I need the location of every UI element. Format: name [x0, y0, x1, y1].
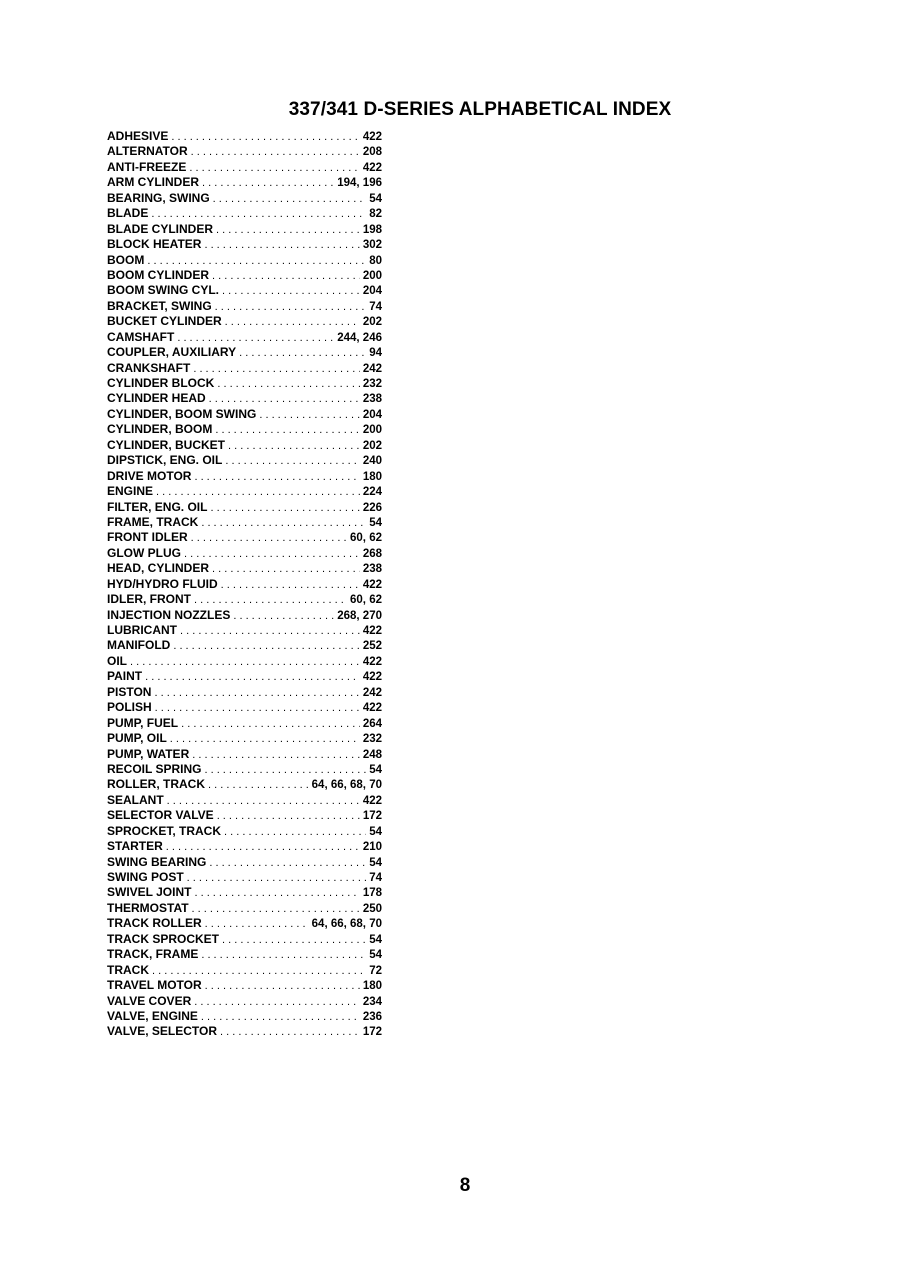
index-page-reference: 422: [362, 578, 382, 591]
index-term: TRACK, FRAME: [107, 947, 199, 962]
index-term: POLISH: [107, 700, 152, 715]
index-term: PUMP, FUEL: [107, 715, 179, 730]
index-term: BOOM CYLINDER: [107, 267, 209, 282]
index-page-reference: 422: [362, 625, 382, 637]
index-entry: [107, 577, 382, 592]
index-term: GLOW PLUG: [107, 545, 181, 560]
dot-leader: [216, 223, 360, 237]
index-page-reference: 180: [362, 980, 382, 993]
index-term: CYLINDER, BOOM SWING: [107, 406, 257, 421]
dot-leader: [191, 531, 347, 545]
alphabetical-index-list: [107, 129, 382, 1040]
index-term: BEARING, SWING: [107, 190, 210, 205]
index-page-reference: 200: [362, 269, 382, 282]
dot-leader: [152, 964, 366, 978]
index-page-reference: 74: [369, 872, 382, 884]
index-term: TRAVEL MOTOR: [107, 978, 202, 993]
page-number: 8: [459, 1175, 471, 1196]
index-term: VALVE, ENGINE: [107, 1008, 198, 1023]
index-page-reference: 244, 246: [337, 331, 382, 344]
dot-leader: [154, 686, 359, 700]
dot-leader: [151, 207, 366, 221]
index-entry: [107, 1009, 382, 1024]
dot-leader: [213, 192, 367, 206]
index-page-reference: 238: [362, 393, 382, 406]
index-entry: [107, 669, 382, 684]
index-page-reference: 238: [362, 563, 382, 576]
index-entry: [107, 299, 382, 314]
dot-leader: [180, 624, 360, 638]
dot-leader: [202, 176, 334, 190]
index-term: SWING BEARING: [107, 854, 207, 869]
index-page-reference: 54: [369, 763, 382, 776]
index-term: STARTER: [107, 839, 163, 854]
dot-leader: [166, 840, 360, 854]
index-entry: [107, 361, 382, 376]
index-page-reference: 54: [369, 933, 382, 946]
index-term: HYD/HYDRO FLUID: [107, 576, 218, 591]
index-entry: [107, 422, 382, 437]
index-entry: [107, 191, 382, 206]
dot-leader: [239, 346, 366, 360]
index-page-reference: 204: [362, 408, 382, 421]
index-page-reference: 226: [362, 501, 382, 514]
index-page-reference: 208: [362, 146, 382, 159]
index-term: ENGINE: [107, 484, 154, 499]
dot-leader: [212, 269, 360, 283]
index-term: TRACK SPROCKET: [107, 931, 220, 946]
index-entry: [107, 870, 382, 885]
index-entry: [107, 484, 382, 499]
index-term: ARM CYLINDER: [107, 175, 199, 190]
index-entry: [107, 994, 382, 1009]
index-page-reference: 172: [362, 810, 382, 823]
dot-leader: [187, 871, 367, 885]
dot-leader: [212, 562, 360, 576]
index-term: ADHESIVE: [107, 129, 169, 143]
index-page-reference: 198: [362, 223, 382, 236]
index-entry: [107, 160, 382, 175]
index-term: BLOCK HEATER: [107, 237, 202, 252]
index-page-reference: 240: [362, 455, 382, 468]
index-term: DRIVE MOTOR: [107, 468, 192, 483]
dot-leader: [222, 933, 366, 947]
index-term: CYLINDER, BUCKET: [107, 437, 226, 452]
index-page-reference: 232: [362, 733, 382, 746]
dot-leader: [225, 315, 360, 329]
index-entry: [107, 129, 382, 144]
index-page-reference: 60, 62: [350, 594, 382, 607]
index-entry: [107, 638, 382, 653]
index-term: VALVE COVER: [107, 993, 192, 1008]
index-term: INJECTION NOZZLES: [107, 607, 231, 622]
index-page-reference: 232: [362, 378, 382, 390]
index-entry: [107, 376, 382, 391]
index-entry: [107, 808, 382, 823]
index-term: BRACKET, SWING: [107, 298, 212, 313]
index-term: CAMSHAFT: [107, 329, 175, 344]
index-page-reference: 64, 66, 68, 70: [311, 779, 382, 792]
dot-leader: [194, 886, 359, 900]
index-entry: [107, 561, 382, 576]
dot-leader: [215, 300, 367, 314]
dot-leader: [147, 254, 366, 268]
index-term: SWING POST: [107, 870, 184, 884]
dot-leader: [191, 145, 360, 159]
index-term: PUMP, WATER: [107, 746, 190, 761]
index-page-reference: 422: [362, 671, 382, 684]
dot-leader: [181, 717, 360, 731]
dot-leader: [208, 778, 309, 792]
index-page-reference: 422: [362, 794, 382, 807]
index-entry: [107, 438, 382, 453]
dot-leader: [170, 732, 360, 746]
dot-leader: [228, 439, 360, 453]
index-page-reference: 224: [362, 486, 382, 499]
dot-leader: [259, 408, 359, 422]
dot-leader: [201, 1010, 360, 1024]
dot-leader: [205, 917, 309, 931]
dot-leader: [194, 470, 359, 484]
dot-leader: [209, 856, 366, 870]
index-page-reference: 422: [362, 702, 382, 715]
index-page-reference: 54: [369, 856, 382, 869]
index-term: SEALANT: [107, 792, 164, 807]
index-term: BLADE CYLINDER: [107, 221, 214, 236]
index-entry: [107, 237, 382, 252]
index-page-reference: 204: [362, 285, 382, 298]
index-term: BOOM: [107, 252, 145, 267]
dot-leader: [225, 454, 359, 468]
dot-leader: [210, 501, 359, 515]
index-entry: [107, 268, 382, 283]
index-entry: [107, 453, 382, 468]
index-page-reference: 180: [362, 470, 382, 483]
page-title: 337/341 D-SERIES ALPHABETICAL INDEX: [288, 98, 672, 120]
index-page-reference: 248: [362, 748, 382, 761]
index-entry: [107, 515, 382, 530]
dot-leader: [233, 609, 334, 623]
index-term: ROLLER, TRACK: [107, 777, 205, 792]
index-page-reference: 234: [362, 995, 382, 1008]
dot-leader: [192, 902, 360, 916]
index-term: BOOM SWING CYL.: [107, 283, 219, 298]
index-page-reference: 54: [369, 825, 382, 838]
index-term: MANIFOLD: [107, 638, 171, 653]
dot-leader: [177, 331, 334, 345]
index-page-reference: 422: [362, 655, 382, 668]
dot-leader: [222, 284, 360, 298]
dot-leader: [184, 547, 360, 561]
index-term: CYLINDER, BOOM: [107, 422, 213, 437]
dot-leader: [173, 639, 359, 653]
dot-leader: [130, 655, 360, 669]
index-term: FRONT IDLER: [107, 530, 188, 545]
index-entry: [107, 901, 382, 916]
index-entry: [107, 546, 382, 561]
dot-leader: [209, 392, 360, 406]
index-page-reference: 202: [362, 316, 382, 329]
index-entry: [107, 283, 382, 298]
index-entry: [107, 530, 382, 545]
index-entry: [107, 885, 382, 900]
index-term: FILTER, ENG. OIL: [107, 499, 208, 514]
index-page-reference: 80: [369, 254, 382, 267]
index-entry: [107, 932, 382, 947]
index-entry: [107, 314, 382, 329]
index-entry: [107, 592, 382, 607]
index-term: PISTON: [107, 684, 152, 699]
index-page-reference: 94: [369, 347, 382, 360]
index-entry: [107, 407, 382, 422]
index-term: ALTERNATOR: [107, 144, 188, 159]
index-entry: [107, 608, 382, 623]
index-page-reference: 242: [362, 362, 382, 375]
index-page-reference: 172: [362, 1026, 382, 1039]
dot-leader: [155, 701, 360, 715]
index-term: SPROCKET, TRACK: [107, 823, 222, 838]
index-term: TRACK ROLLER: [107, 916, 202, 931]
index-term: CYLINDER BLOCK: [107, 376, 215, 390]
index-entry: [107, 1024, 382, 1039]
index-term: IDLER, FRONT: [107, 592, 191, 607]
index-entry: [107, 500, 382, 515]
index-entry: [107, 469, 382, 484]
index-page-reference: 64, 66, 68, 70: [311, 918, 382, 931]
index-page-reference: 264: [362, 717, 382, 730]
index-term: FRAME, TRACK: [107, 514, 199, 529]
index-entry: [107, 947, 382, 962]
index-page-reference: 422: [362, 131, 382, 143]
index-term: DIPSTICK, ENG. OIL: [107, 453, 223, 468]
index-page-reference: 268, 270: [337, 609, 382, 622]
index-page-reference: 60, 62: [350, 532, 382, 545]
index-term: TRACK: [107, 962, 149, 977]
index-term: HEAD, CYLINDER: [107, 561, 210, 576]
index-term: BLADE: [107, 206, 149, 221]
dot-leader: [156, 485, 360, 499]
index-entry: [107, 144, 382, 159]
index-page-reference: 54: [369, 949, 382, 962]
index-page-reference: 210: [362, 841, 382, 854]
index-entry: [107, 762, 382, 777]
index-term: COUPLER, AUXILIARY: [107, 345, 237, 360]
index-page-reference: 422: [362, 161, 382, 174]
index-entry: [107, 716, 382, 731]
dot-leader: [192, 748, 360, 762]
index-page-reference: 54: [369, 516, 382, 529]
index-term: BUCKET CYLINDER: [107, 314, 222, 329]
index-page-reference: 178: [362, 887, 382, 900]
index-page-reference: 82: [369, 208, 382, 221]
dot-leader: [201, 948, 366, 962]
index-term: VALVE, SELECTOR: [107, 1024, 218, 1039]
index-entry: [107, 700, 382, 715]
dot-leader: [204, 763, 366, 777]
dot-leader: [145, 670, 360, 684]
dot-leader: [221, 578, 360, 592]
index-term: CRANKSHAFT: [107, 360, 191, 375]
index-entry: [107, 330, 382, 345]
index-page-reference: 54: [369, 192, 382, 205]
index-term: SWIVEL JOINT: [107, 885, 192, 900]
index-entry: [107, 685, 382, 700]
index-page-reference: 302: [362, 239, 382, 252]
index-entry: [107, 793, 382, 808]
index-page-reference: 242: [362, 686, 382, 699]
index-page-reference: 250: [362, 902, 382, 915]
index-term: PAINT: [107, 669, 143, 684]
index-term: PUMP, OIL: [107, 731, 167, 746]
index-entry: [107, 963, 382, 978]
dot-leader: [204, 238, 359, 252]
dot-leader: [217, 377, 359, 391]
dot-leader: [167, 794, 360, 808]
index-entry: [107, 345, 382, 360]
index-page-reference: 194, 196: [337, 177, 382, 190]
index-term: RECOIL SPRING: [107, 761, 202, 776]
index-term: LUBRICANT: [107, 623, 177, 637]
index-page-reference: 72: [369, 964, 382, 977]
index-entry: [107, 855, 382, 870]
dot-leader: [171, 130, 359, 144]
index-term: THERMOSTAT: [107, 900, 189, 915]
index-term: ANTI-FREEZE: [107, 159, 187, 174]
dot-leader: [193, 362, 359, 376]
index-entry: [107, 824, 382, 839]
dot-leader: [220, 1025, 360, 1039]
index-page-reference: 252: [362, 640, 382, 653]
index-page-reference: 200: [362, 424, 382, 437]
dot-leader: [217, 809, 360, 823]
index-term: OIL: [107, 653, 127, 668]
dot-leader: [194, 995, 360, 1009]
index-entry: [107, 916, 382, 931]
index-entry: [107, 253, 382, 268]
index-entry: [107, 206, 382, 221]
index-page-reference: 268: [362, 547, 382, 560]
dot-leader: [194, 593, 347, 607]
dot-leader: [205, 979, 360, 993]
index-entry: [107, 731, 382, 746]
index-term: CYLINDER HEAD: [107, 391, 206, 406]
index-entry: [107, 391, 382, 406]
index-entry: [107, 175, 382, 190]
index-page-reference: 74: [369, 300, 382, 313]
index-page-reference: 202: [362, 439, 382, 452]
dot-leader: [189, 161, 359, 175]
index-term: SELECTOR VALVE: [107, 808, 214, 823]
index-entry: [107, 839, 382, 854]
dot-leader: [224, 825, 366, 839]
index-entry: [107, 978, 382, 993]
index-entry: [107, 747, 382, 762]
dot-leader: [201, 516, 366, 530]
index-page-reference: 236: [362, 1010, 382, 1023]
index-entry: [107, 777, 382, 792]
index-entry: [107, 222, 382, 237]
index-entry: [107, 654, 382, 669]
dot-leader: [215, 423, 359, 437]
index-entry: [107, 623, 382, 638]
